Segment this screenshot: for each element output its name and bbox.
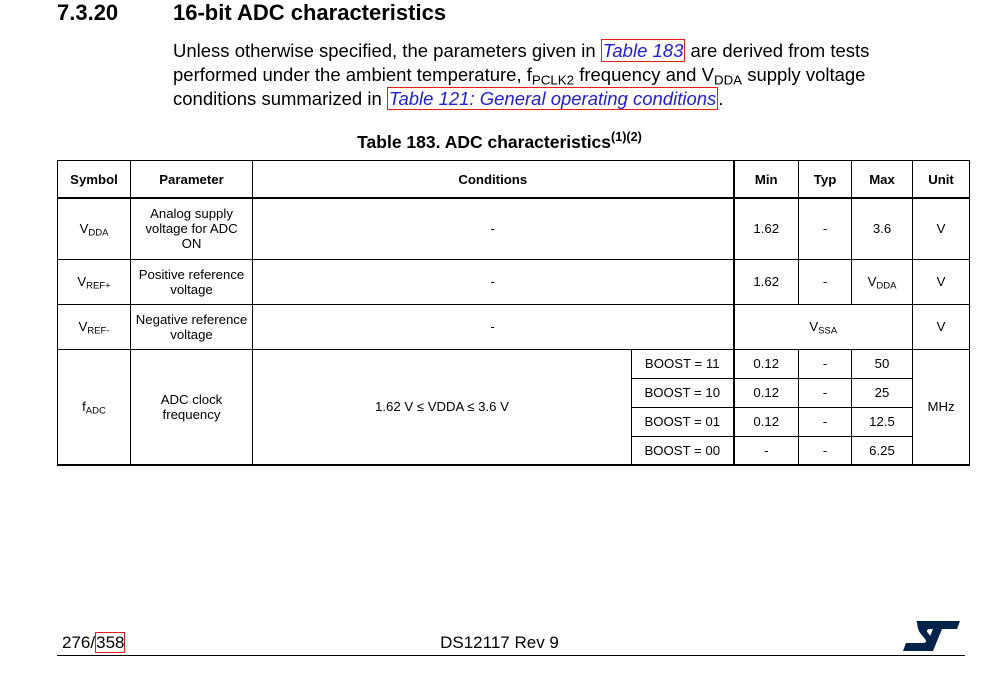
symbol-cell: $f_{ADC}$ xyxy=(58,349,131,465)
unit-cell: V xyxy=(913,304,970,349)
header-max: Max xyxy=(852,161,913,199)
total-pages-link[interactable]: 358 xyxy=(96,633,125,652)
conditions-cell: - xyxy=(253,304,734,349)
table-row xyxy=(58,304,970,349)
parameter-cell: Negative reference voltage xyxy=(131,304,253,349)
page-number: 276/358 xyxy=(62,633,125,652)
footer-divider xyxy=(57,655,965,656)
max-cell: $V_{DDA}$ xyxy=(852,259,913,304)
symbol-cell: $V_{REF+}$ xyxy=(58,259,131,304)
max-cell: 6.25 xyxy=(852,436,913,465)
min-cell: 1.62 xyxy=(734,259,799,304)
typ-cell: - xyxy=(799,259,852,304)
min-cell: 0.12 xyxy=(734,378,799,407)
header-symbol: Symbol xyxy=(58,161,131,199)
intro-paragraph: Unless otherwise specified, the parameters given in Table 183 are derived from tests performed under the ambient temperature, $f_{PCLK2}$ frequency and $V_{DDA}$ supply voltage conditions summarized in Table 121: General operating conditions . xyxy=(173,40,870,109)
header-unit: Unit xyxy=(913,161,970,199)
section-number: 7.3.20 xyxy=(57,0,119,25)
min-cell: 0.12 xyxy=(734,349,799,378)
table-183-link[interactable]: Table 183 xyxy=(602,40,684,61)
min-cell: 1.62 xyxy=(734,198,799,259)
value-cell: $V_{SSA}$ xyxy=(734,304,913,349)
typ-cell: - xyxy=(799,378,852,407)
header-parameter: Parameter xyxy=(131,161,253,199)
header-min: Min xyxy=(734,161,799,199)
boost-cell: BOOST = 01 xyxy=(632,407,734,436)
table-row xyxy=(58,198,970,259)
table-row xyxy=(58,349,970,378)
min-cell: - xyxy=(734,436,799,465)
typ-cell: - xyxy=(799,407,852,436)
parameter-cell: ADC clock frequency xyxy=(131,349,253,465)
typ-cell: - xyxy=(799,198,852,259)
max-cell: 3.6 xyxy=(852,198,913,259)
max-cell: 25 xyxy=(852,378,913,407)
conditions-cell: 1.62 V ≤ VDDA ≤ 3.6 V xyxy=(253,349,632,465)
table-header-row xyxy=(58,161,970,199)
max-cell: 12.5 xyxy=(852,407,913,436)
conditions-cell: - xyxy=(253,259,734,304)
symbol-cell: $V_{DDA}$ xyxy=(58,198,131,259)
header-conditions: Conditions xyxy=(253,161,734,199)
st-logo-icon xyxy=(902,620,962,652)
conditions-cell: - xyxy=(253,198,734,259)
adc-characteristics-table xyxy=(57,160,970,466)
parameter-cell: Positive reference voltage xyxy=(131,259,253,304)
boost-cell: BOOST = 11 xyxy=(632,349,734,378)
boost-cell: BOOST = 10 xyxy=(632,378,734,407)
max-cell: 50 xyxy=(852,349,913,378)
table-121-link[interactable]: Table 121: General operating conditions xyxy=(388,88,717,109)
table-row xyxy=(58,259,970,304)
table-caption: Table 183. ADC characteristics$^{(1)(2)}$ xyxy=(357,130,642,152)
header-typ: Typ xyxy=(799,161,852,199)
document-revision: DS12117 Rev 9 xyxy=(440,633,559,652)
boost-cell: BOOST = 00 xyxy=(632,436,734,465)
typ-cell: - xyxy=(799,349,852,378)
unit-cell: V xyxy=(913,198,970,259)
symbol-cell: $V_{REF-}$ xyxy=(58,304,131,349)
parameter-cell: Analog supply voltage for ADC ON xyxy=(131,198,253,259)
typ-cell: - xyxy=(799,436,852,465)
unit-cell: V xyxy=(913,259,970,304)
unit-cell: MHz xyxy=(913,349,970,465)
section-title: 16-bit ADC characteristics xyxy=(173,0,447,25)
min-cell: 0.12 xyxy=(734,407,799,436)
